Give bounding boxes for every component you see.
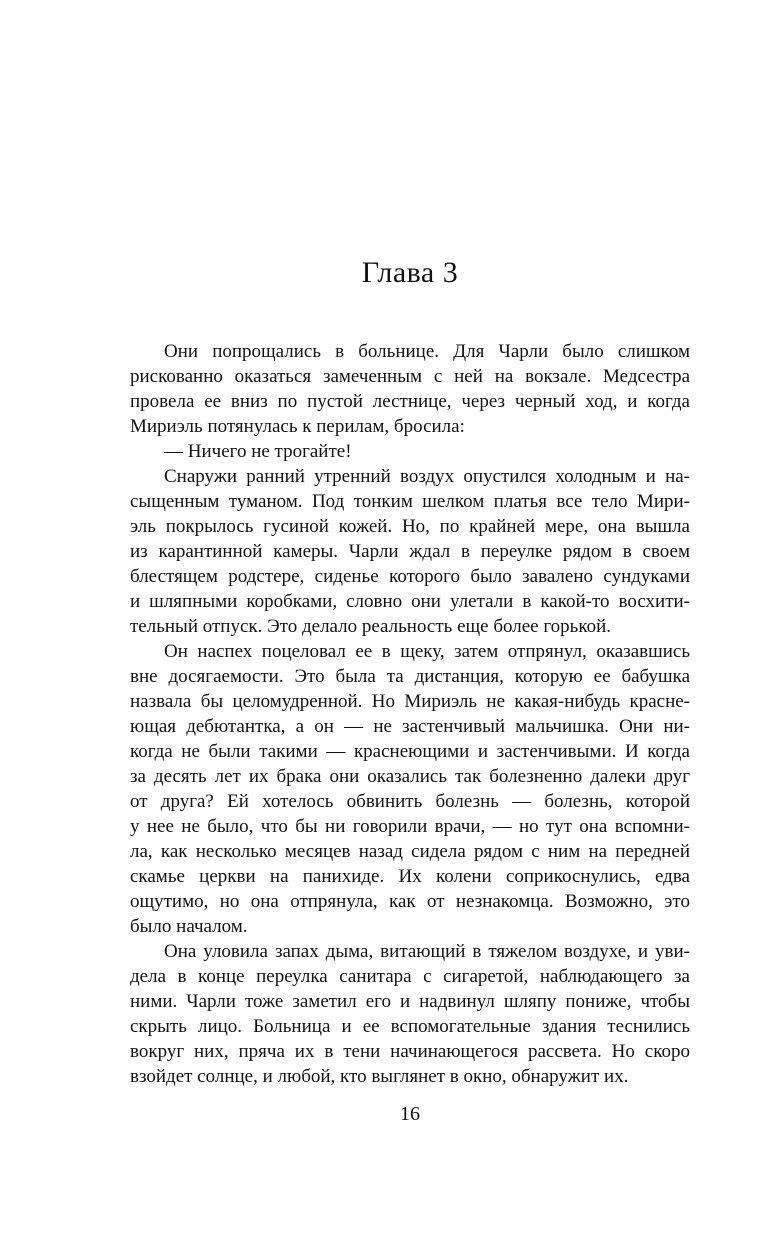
text-line: Снаружи ранний утренний воздух опустился холодным и на-	[164, 466, 690, 487]
text-line: скрыть лицо. Больница и ее вспомогательные здания теснились	[130, 1016, 690, 1037]
text-line: вокруг них, пряча их в тени начинающегося рассвета. Но скоро	[130, 1041, 690, 1062]
text-line: эль покрылось гусиной кожей. Но, по крайней мере, она вышла	[130, 516, 690, 537]
text-line: когда не были такими — краснеющими и застенчивыми. И когда	[130, 741, 690, 762]
paragraph	[130, 939, 690, 1089]
text-line: из карантинной камеры. Чарли ждал в переулке рядом в своем	[130, 541, 690, 562]
text-line: тельный отпуск. Это делало реальность еще более горькой.	[130, 616, 612, 637]
text-line: рискованно оказаться замеченным с ней на вокзале. Медсестра	[130, 366, 690, 387]
paragraph	[130, 439, 690, 464]
text-line: взойдет солнце, и любой, кто выглянет в окно, обнаружит их.	[130, 1066, 629, 1087]
text-line: от друга? Ей хотелось обвинить болезнь — болезнь, которой	[130, 791, 690, 812]
text-line: за десять лет их брака они оказались так болезненно далеки друг	[130, 766, 690, 787]
text-line: Он наспех поцеловал ее в щеку, затем отпрянул, оказавшись	[164, 641, 690, 662]
text-line: ющая дебютантка, а он — не застенчивый мальчишка. Они ни-	[130, 716, 690, 737]
text-line: вне досягаемости. Это была та дистанция, которую ее бабушка	[130, 666, 690, 687]
paragraph	[130, 339, 690, 439]
text-line: назвала бы целомудренной. Но Мириэль не какая-нибудь красне-	[130, 691, 690, 712]
text-line: провела ее вниз по пустой лестнице, через черный ход, и когда	[130, 391, 690, 412]
text-line: было началом.	[130, 916, 248, 937]
text-line: ними. Чарли тоже заметил его и надвинул шляпу пониже, чтобы	[130, 991, 690, 1012]
text-line: дела в конце переулка санитара с сигаретой, наблюдающего за	[130, 966, 690, 987]
text-line: блестящем родстере, сиденье которого было завалено сундуками	[130, 566, 690, 587]
paragraph	[130, 639, 690, 939]
page-number: 16	[400, 1103, 420, 1125]
text-line: Она уловила запах дыма, витающий в тяжелом воздухе, и уви-	[164, 941, 690, 962]
chapter-title: Глава 3	[361, 256, 459, 289]
text-line: и шляпными коробками, словно они улетали в какой-то восхити-	[130, 591, 690, 612]
text-line: — Ничего не трогайте!	[164, 441, 352, 462]
text-line: сыщенным туманом. Под тонким шелком платья все тело Мири-	[130, 491, 690, 512]
paragraph	[130, 464, 690, 639]
text-line: у нее не было, что бы ни говорили врачи, — но тут она вспомни-	[130, 816, 690, 837]
text-line: Они попрощались в больнице. Для Чарли было слишком	[164, 341, 690, 362]
text-line: ла, как несколько месяцев назад сидела рядом с ним на передней	[130, 841, 690, 862]
text-line: Мириэль потянулась к перилам, бросила:	[130, 416, 465, 437]
text-line: ощутимо, но она отпрянула, как от незнакомца. Возможно, это	[130, 891, 690, 912]
text-block	[130, 339, 690, 1089]
text-line: скамье церкви на панихиде. Их колени соприкоснулись, едва	[130, 866, 690, 887]
